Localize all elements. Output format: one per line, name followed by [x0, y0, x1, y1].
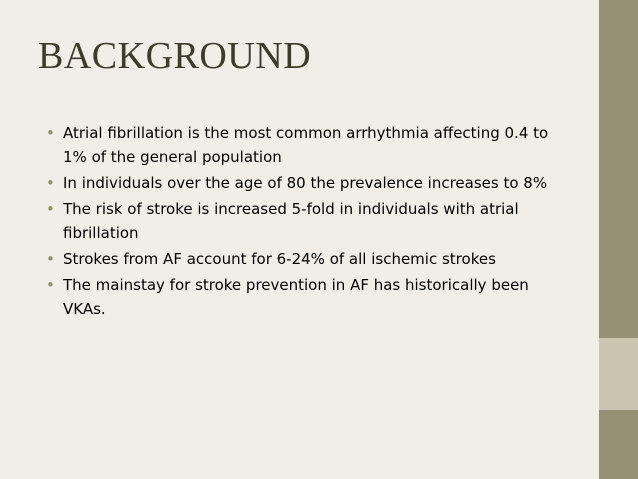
- bullet-dot-icon: •: [46, 200, 55, 218]
- bullet-list: [44, 121, 564, 323]
- bullet-item: [44, 247, 564, 271]
- bullet-item: [44, 197, 564, 245]
- bullet-item: [44, 171, 564, 195]
- bullet-text: Atrial fibrillation is the most common arrhythmia affecting 0.4 to 1% of the general population: [63, 124, 549, 166]
- bullet-text: The risk of stroke is increased 5-fold in individuals with atrial fibrillation: [63, 200, 519, 242]
- bullet-dot-icon: •: [46, 124, 55, 142]
- side-accent-block: [599, 338, 638, 410]
- bullet-item: [44, 121, 564, 169]
- bullet-dot-icon: •: [46, 250, 55, 268]
- bullet-text: Strokes from AF account for 6-24% of all ischemic strokes: [63, 250, 496, 268]
- bullet-text: In individuals over the age of 80 the prevalence increases to 8%: [63, 174, 548, 192]
- bullet-dot-icon: •: [46, 276, 55, 294]
- bullet-dot-icon: •: [46, 174, 55, 192]
- bullet-text: The mainstay for stroke prevention in AF has historically been VKAs.: [63, 276, 529, 318]
- bullet-item: [44, 273, 564, 321]
- slide-title: BACKGROUND: [38, 35, 312, 77]
